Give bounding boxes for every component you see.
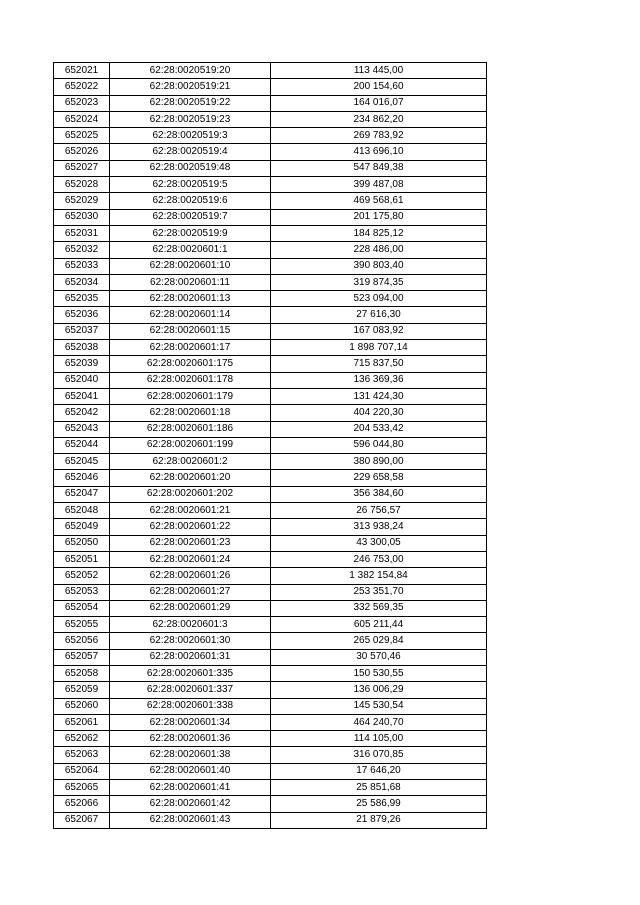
cadastral-value-cell: 136 006,29	[271, 682, 487, 698]
row-number-cell: 652025	[54, 128, 110, 144]
row-number-cell: 652032	[54, 242, 110, 258]
cadastral-number-cell: 62:28:0020601:202	[110, 486, 271, 502]
cadastral-value-cell: 150 530,55	[271, 665, 487, 681]
cadastral-number-cell: 62:28:0020519:48	[110, 160, 271, 176]
cadastral-number-cell: 62:28:0020601:22	[110, 519, 271, 535]
cadastral-value-cell: 26 756,57	[271, 503, 487, 519]
row-number-cell: 652026	[54, 144, 110, 160]
table-row	[54, 796, 487, 812]
cadastral-number-cell: 62:28:0020519:22	[110, 95, 271, 111]
row-number-cell: 652038	[54, 340, 110, 356]
cadastral-number-cell: 62:28:0020601:179	[110, 388, 271, 404]
cadastral-value-cell: 332 569,35	[271, 600, 487, 616]
cadastral-number-cell: 62:28:0020519:4	[110, 144, 271, 160]
cadastral-value-cell: 313 938,24	[271, 519, 487, 535]
table-row	[54, 177, 487, 193]
table-row	[54, 95, 487, 111]
cadastral-number-cell: 62:28:0020519:20	[110, 63, 271, 79]
cadastral-number-cell: 62:28:0020601:30	[110, 633, 271, 649]
table-row	[54, 209, 487, 225]
row-number-cell: 652024	[54, 111, 110, 127]
cadastral-number-cell: 62:28:0020601:41	[110, 780, 271, 796]
cadastral-value-cell: 380 890,00	[271, 454, 487, 470]
table-row	[54, 714, 487, 730]
table-row	[54, 79, 487, 95]
cadastral-number-cell: 62:28:0020601:42	[110, 796, 271, 812]
table-row	[54, 470, 487, 486]
cadastral-number-cell: 62:28:0020601:335	[110, 665, 271, 681]
cadastral-value-cell: 204 533,42	[271, 421, 487, 437]
cadastral-value-cell: 228 486,00	[271, 242, 487, 258]
cadastral-number-cell: 62:28:0020601:20	[110, 470, 271, 486]
cadastral-number-cell: 62:28:0020601:18	[110, 405, 271, 421]
table-row	[54, 63, 487, 79]
cadastral-number-cell: 62:28:0020601:40	[110, 763, 271, 779]
cadastral-value-cell: 547 849,38	[271, 160, 487, 176]
row-number-cell: 652042	[54, 405, 110, 421]
table-row	[54, 454, 487, 470]
cadastral-number-cell: 62:28:0020601:17	[110, 340, 271, 356]
cadastral-value-cell: 136 369,36	[271, 372, 487, 388]
cadastral-value-cell: 145 530,54	[271, 698, 487, 714]
cadastral-value-cell: 234 862,20	[271, 111, 487, 127]
table-row	[54, 551, 487, 567]
row-number-cell: 652061	[54, 714, 110, 730]
cadastral-value-cell: 390 803,40	[271, 258, 487, 274]
table-row	[54, 340, 487, 356]
cadastral-value-cell: 1 382 154,84	[271, 568, 487, 584]
row-number-cell: 652036	[54, 307, 110, 323]
row-number-cell: 652045	[54, 454, 110, 470]
cadastral-value-cell: 17 646,20	[271, 763, 487, 779]
cadastral-number-cell: 62:28:0020601:29	[110, 600, 271, 616]
table-row	[54, 486, 487, 502]
cadastral-number-cell: 62:28:0020601:38	[110, 747, 271, 763]
cadastral-number-cell: 62:28:0020519:21	[110, 79, 271, 95]
table-row	[54, 128, 487, 144]
cadastral-value-cell: 316 070,85	[271, 747, 487, 763]
row-number-cell: 652052	[54, 568, 110, 584]
row-number-cell: 652054	[54, 600, 110, 616]
table-row	[54, 503, 487, 519]
table-row	[54, 731, 487, 747]
row-number-cell: 652053	[54, 584, 110, 600]
cadastral-value-cell: 469 568,61	[271, 193, 487, 209]
table-row	[54, 698, 487, 714]
cadastral-number-cell: 62:28:0020601:175	[110, 356, 271, 372]
table-row	[54, 111, 487, 127]
cadastral-number-cell: 62:28:0020601:3	[110, 617, 271, 633]
table-row	[54, 812, 487, 828]
cadastral-number-cell: 62:28:0020601:13	[110, 291, 271, 307]
cadastral-value-cell: 265 029,84	[271, 633, 487, 649]
row-number-cell: 652057	[54, 649, 110, 665]
row-number-cell: 652041	[54, 388, 110, 404]
row-number-cell: 652065	[54, 780, 110, 796]
row-number-cell: 652033	[54, 258, 110, 274]
table-row	[54, 682, 487, 698]
cadastral-value-cell: 269 783,92	[271, 128, 487, 144]
cadastral-number-cell: 62:28:0020601:338	[110, 698, 271, 714]
row-number-cell: 652063	[54, 747, 110, 763]
row-number-cell: 652028	[54, 177, 110, 193]
row-number-cell: 652047	[54, 486, 110, 502]
row-number-cell: 652029	[54, 193, 110, 209]
cadastral-number-cell: 62:28:0020601:337	[110, 682, 271, 698]
table-row	[54, 437, 487, 453]
row-number-cell: 652021	[54, 63, 110, 79]
table-body	[54, 63, 487, 829]
cadastral-number-cell: 62:28:0020601:178	[110, 372, 271, 388]
cadastral-number-cell: 62:28:0020601:186	[110, 421, 271, 437]
row-number-cell: 652059	[54, 682, 110, 698]
row-number-cell: 652060	[54, 698, 110, 714]
cadastral-value-cell: 167 083,92	[271, 323, 487, 339]
cadastral-value-cell: 605 211,44	[271, 617, 487, 633]
cadastral-value-cell: 413 696,10	[271, 144, 487, 160]
table-row	[54, 258, 487, 274]
table-row	[54, 307, 487, 323]
cadastral-number-cell: 62:28:0020601:15	[110, 323, 271, 339]
row-number-cell: 652022	[54, 79, 110, 95]
row-number-cell: 652050	[54, 535, 110, 551]
table-row	[54, 323, 487, 339]
row-number-cell: 652030	[54, 209, 110, 225]
cadastral-number-cell: 62:28:0020601:10	[110, 258, 271, 274]
row-number-cell: 652062	[54, 731, 110, 747]
cadastral-value-cell: 43 300,05	[271, 535, 487, 551]
cadastral-number-cell: 62:28:0020519:9	[110, 225, 271, 241]
cadastral-value-cell: 201 175,80	[271, 209, 487, 225]
cadastral-value-cell: 131 424,30	[271, 388, 487, 404]
row-number-cell: 652058	[54, 665, 110, 681]
table-row	[54, 388, 487, 404]
row-number-cell: 652067	[54, 812, 110, 828]
cadastral-number-cell: 62:28:0020601:34	[110, 714, 271, 730]
cadastral-number-cell: 62:28:0020519:5	[110, 177, 271, 193]
cadastral-value-cell: 184 825,12	[271, 225, 487, 241]
cadastral-number-cell: 62:28:0020601:31	[110, 649, 271, 665]
cadastral-number-cell: 62:28:0020601:14	[110, 307, 271, 323]
row-number-cell: 652044	[54, 437, 110, 453]
cadastral-value-cell: 596 044,80	[271, 437, 487, 453]
table-row	[54, 519, 487, 535]
table-row	[54, 747, 487, 763]
cadastral-number-cell: 62:28:0020601:36	[110, 731, 271, 747]
table-row	[54, 274, 487, 290]
cadastral-value-cell: 25 586,99	[271, 796, 487, 812]
row-number-cell: 652066	[54, 796, 110, 812]
table-row	[54, 160, 487, 176]
cadastral-value-cell: 319 874,35	[271, 274, 487, 290]
cadastral-value-cell: 30 570,46	[271, 649, 487, 665]
cadastral-number-cell: 62:28:0020601:24	[110, 551, 271, 567]
cadastral-number-cell: 62:28:0020519:7	[110, 209, 271, 225]
cadastral-value-table	[53, 62, 487, 829]
cadastral-value-cell: 1 898 707,14	[271, 340, 487, 356]
table-row	[54, 780, 487, 796]
row-number-cell: 652049	[54, 519, 110, 535]
cadastral-value-cell: 21 879,26	[271, 812, 487, 828]
cadastral-number-cell: 62:28:0020601:23	[110, 535, 271, 551]
row-number-cell: 652064	[54, 763, 110, 779]
row-number-cell: 652040	[54, 372, 110, 388]
table-row	[54, 568, 487, 584]
row-number-cell: 652055	[54, 617, 110, 633]
row-number-cell: 652034	[54, 274, 110, 290]
cadastral-number-cell: 62:28:0020519:3	[110, 128, 271, 144]
table-row	[54, 584, 487, 600]
cadastral-number-cell: 62:28:0020601:26	[110, 568, 271, 584]
table-row	[54, 535, 487, 551]
cadastral-value-cell: 404 220,30	[271, 405, 487, 421]
cadastral-number-cell: 62:28:0020601:199	[110, 437, 271, 453]
table-row	[54, 144, 487, 160]
row-number-cell: 652035	[54, 291, 110, 307]
cadastral-value-cell: 464 240,70	[271, 714, 487, 730]
table-row	[54, 763, 487, 779]
cadastral-value-cell: 253 351,70	[271, 584, 487, 600]
row-number-cell: 652048	[54, 503, 110, 519]
cadastral-number-cell: 62:28:0020519:6	[110, 193, 271, 209]
table-row	[54, 649, 487, 665]
table-row	[54, 291, 487, 307]
row-number-cell: 652023	[54, 95, 110, 111]
table-row	[54, 242, 487, 258]
cadastral-value-cell: 523 094,00	[271, 291, 487, 307]
cadastral-number-cell: 62:28:0020601:43	[110, 812, 271, 828]
table-row	[54, 356, 487, 372]
table-row	[54, 633, 487, 649]
table-row	[54, 193, 487, 209]
cadastral-value-cell: 200 154,60	[271, 79, 487, 95]
cadastral-number-cell: 62:28:0020601:2	[110, 454, 271, 470]
table-row	[54, 617, 487, 633]
cadastral-value-cell: 164 016,07	[271, 95, 487, 111]
cadastral-value-cell: 229 658,58	[271, 470, 487, 486]
cadastral-value-cell: 27 616,30	[271, 307, 487, 323]
table-row	[54, 421, 487, 437]
cadastral-value-cell: 25 851,68	[271, 780, 487, 796]
cadastral-value-cell: 114 105,00	[271, 731, 487, 747]
cadastral-value-cell: 399 487,08	[271, 177, 487, 193]
row-number-cell: 652037	[54, 323, 110, 339]
cadastral-value-cell: 356 384,60	[271, 486, 487, 502]
table-row	[54, 665, 487, 681]
row-number-cell: 652051	[54, 551, 110, 567]
row-number-cell: 652031	[54, 225, 110, 241]
cadastral-number-cell: 62:28:0020601:21	[110, 503, 271, 519]
table-row	[54, 372, 487, 388]
cadastral-value-cell: 113 445,00	[271, 63, 487, 79]
cadastral-number-cell: 62:28:0020601:1	[110, 242, 271, 258]
cadastral-number-cell: 62:28:0020601:11	[110, 274, 271, 290]
row-number-cell: 652027	[54, 160, 110, 176]
cadastral-number-cell: 62:28:0020601:27	[110, 584, 271, 600]
cadastral-value-cell: 246 753,00	[271, 551, 487, 567]
table-row	[54, 600, 487, 616]
row-number-cell: 652039	[54, 356, 110, 372]
row-number-cell: 652043	[54, 421, 110, 437]
cadastral-number-cell: 62:28:0020519:23	[110, 111, 271, 127]
table-row	[54, 405, 487, 421]
row-number-cell: 652056	[54, 633, 110, 649]
row-number-cell: 652046	[54, 470, 110, 486]
table-row	[54, 225, 487, 241]
cadastral-value-cell: 715 837,50	[271, 356, 487, 372]
